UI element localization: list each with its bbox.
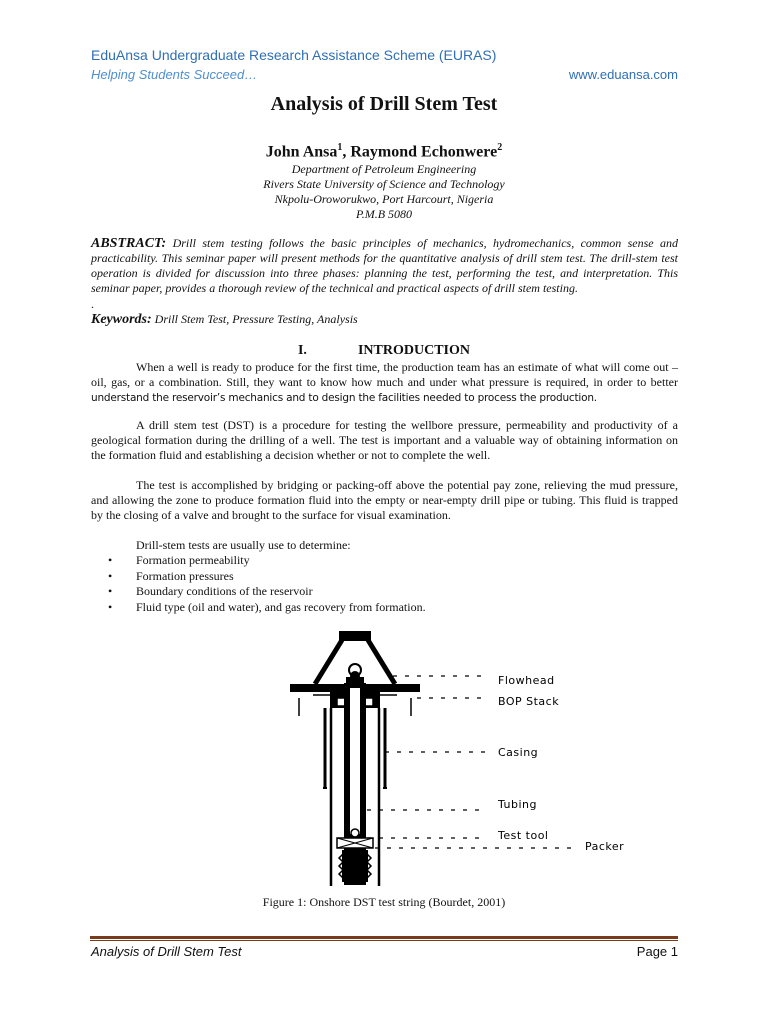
keywords-text: Drill Stem Test, Pressure Testing, Analysis: [154, 312, 358, 326]
bullet-glyph: •: [108, 553, 113, 567]
author-2: Raymond Echonwere: [350, 143, 498, 161]
header-tagline: Helping Students Succeed…: [91, 67, 258, 82]
affiliation-location: Nkpolu-Oroworukwo, Port Harcourt, Nigeria: [274, 192, 494, 206]
affiliation-university: Rivers State University of Science and Technology: [263, 177, 505, 191]
list-item: [108, 600, 426, 616]
label-casing: Casing: [498, 746, 539, 759]
paragraph-intro-1-main: When a well is ready to produce for the first time, the production team has an estimate of what will come out – oil, gas, or a combination. Still, they want to know how much and under what pressure is required, in order to better: [91, 360, 678, 389]
section-heading-introduction: [0, 343, 768, 359]
footer-page-number: Page 1: [636, 944, 678, 959]
bullet-glyph: •: [108, 568, 113, 583]
list-item-text: Fluid type (oil and water), and gas recovery from formation.: [136, 599, 426, 614]
abstract: [91, 236, 678, 296]
list-item-text: Formation permeability: [136, 553, 250, 567]
abstract-text: Drill stem testing follows the basic principles of mechanics, hydromechanics, common sense and practicability. This seminar paper will present methods for the quantitative analysis of drill stem test. The drill-stem test operation is divided for discussion into three phases: planning the test, performing the test, and interpretation. This seminar paper, provides a thorough review of the technical and practical aspects of drill stem testing.: [91, 236, 679, 295]
author-2-affiliation-mark: 2: [497, 142, 503, 153]
tubing: [345, 684, 365, 884]
section-title: INTRODUCTION: [357, 343, 470, 358]
affiliation-department: Department of Petroleum Engineering: [291, 162, 477, 176]
abstract-label: ABSTRACT:: [91, 236, 167, 251]
list-item-text: Boundary conditions of the reservoir: [136, 584, 313, 598]
paragraph-intro-2: A drill stem test (DST) is a procedure for testing the wellbore pressure, permeability and productivity of a geological formation during the drilling of a well. The test is important and a valuable way of obtaining information on the formation fluid and establishing a decision whether or not to complete the well.: [91, 418, 678, 462]
list-item: [108, 553, 426, 569]
paper-title: Analysis of Drill Stem Test: [270, 93, 498, 115]
label-tubing: Tubing: [498, 798, 538, 811]
header-org-name: EduAnsa Undergraduate Research Assistance Scheme (EURAS): [91, 47, 497, 63]
bullet-list: [108, 553, 426, 615]
paragraph-intro-1-tail: understand the reservoir’s mechanics and to design the facilities needed to process the production.: [91, 392, 597, 404]
label-bop-stack: BOP Stack: [498, 695, 560, 708]
figure-caption: Figure 1: Onshore DST test string (Bourdet, 2001): [262, 895, 506, 909]
dst-string-figure: [285, 628, 655, 895]
footer-title: Analysis of Drill Stem Test: [91, 944, 242, 959]
bullet-glyph: •: [108, 584, 113, 598]
abstract-trailing-dot: .: [91, 297, 94, 311]
list-intro: Drill-stem tests are usually use to determine:: [136, 538, 351, 552]
author-1: John Ansa: [265, 143, 338, 161]
label-packer: Packer: [585, 840, 625, 853]
label-test-tool: Test tool: [498, 829, 549, 842]
paper-authors: [0, 142, 768, 161]
list-item-text: Formation pressures: [136, 568, 234, 583]
dst-string-diagram: [285, 628, 655, 890]
footer-rule-thick: [90, 936, 678, 939]
keywords-label: Keywords:: [91, 312, 152, 327]
author-1-affiliation-mark: 1: [337, 142, 343, 153]
keywords: [91, 312, 358, 328]
header-website-link[interactable]: www.eduansa.com: [568, 67, 678, 82]
paragraph-intro-3: The test is accomplished by bridging or packing-off above the potential pay zone, relieving the mud pressure, and allowing the zone to produce formation fluid into the empty or near-empty drill pipe or tubing. This fluid is trapped by the closing of a valve and brought to the surface for visual examination.: [91, 478, 678, 522]
bullet-glyph: •: [108, 599, 113, 614]
list-item: [108, 569, 426, 585]
section-number: I.: [297, 343, 307, 358]
affiliation-postal: P.M.B 5080: [355, 207, 413, 221]
paragraph-intro-1: [91, 360, 678, 406]
footer-rule-thin: [90, 940, 678, 941]
flowhead-tower: [315, 632, 395, 686]
label-flowhead: Flowhead: [498, 674, 555, 687]
list-item: [108, 584, 426, 600]
author-separator: ,: [342, 143, 351, 161]
